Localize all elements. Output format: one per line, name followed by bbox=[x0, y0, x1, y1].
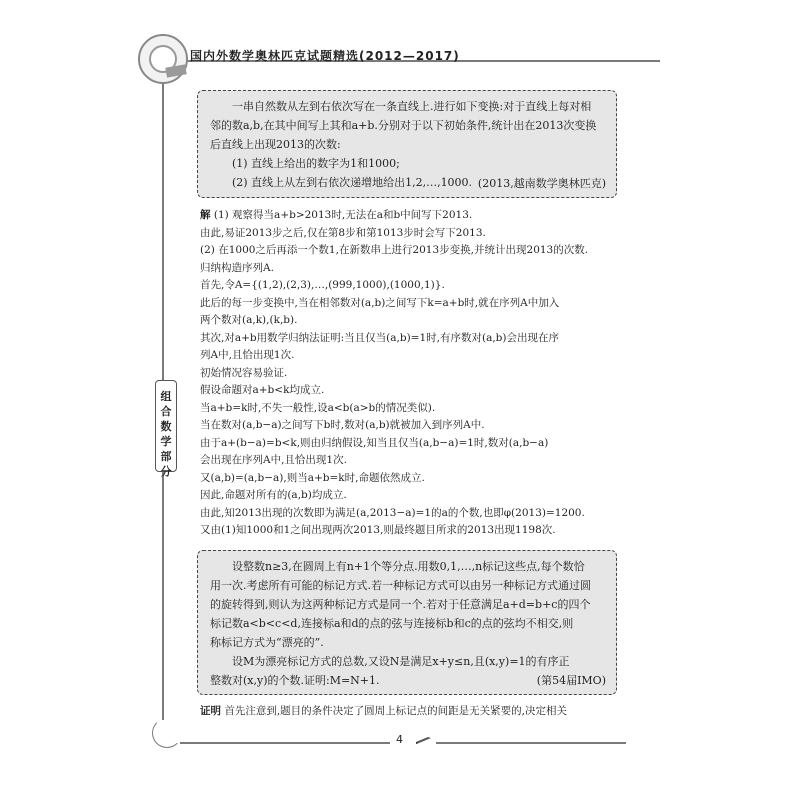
problem-source: (第54届IMO) bbox=[536, 674, 606, 687]
problem-line: 后直线上出现2013的次数: bbox=[210, 138, 341, 151]
solution-line: 当a+b=k时,不失一般性,设a<b(a>b的情况类似). bbox=[200, 401, 436, 414]
problem-source: (2013,越南数学奥林匹克) bbox=[477, 177, 606, 190]
solution-line: 归纳构造序列A. bbox=[200, 261, 274, 274]
solution-line: 首先,令A={(1,2),(2,3),…,(999,1000),(1000,1)}. bbox=[200, 279, 445, 291]
frame-bottom-line-right bbox=[436, 742, 626, 744]
solution-line: 其次,对a+b用数学归纳法证明:当且仅当(a,b)=1时,有序数对(a,b)会出现在序 bbox=[200, 331, 559, 344]
solution-line: 又由(1)知1000和1之间出现两次2013,则最终题目所求的2013出现1198次. bbox=[200, 524, 556, 536]
solution-line: 会出现在序列A中,且恰出现1次. bbox=[200, 454, 347, 466]
side-tab-char: 分 bbox=[160, 465, 172, 478]
side-tab-char: 组 bbox=[160, 390, 172, 403]
problem-line: 一串自然数从左到右依次写在一条直线上.进行如下变换:对于直线上每对相 bbox=[232, 100, 592, 113]
solution-1 bbox=[200, 207, 615, 540]
page-number: 4 bbox=[396, 733, 403, 746]
side-tab-char: 部 bbox=[160, 450, 172, 463]
frame-bottom-line bbox=[180, 742, 390, 744]
problem-line: 称标记方式为“漂亮的”. bbox=[210, 636, 324, 649]
book-title: 国内外数学奥林匹克试题精选(2012—2017) bbox=[190, 49, 460, 63]
problem-line: (2) 直线上从左到右依次递增地给出1,2,…,1000. bbox=[232, 176, 473, 189]
solution-line: 由此,知2013出现的次数即为满足(a,2013−a)=1的a的个数,也即φ(2013)=1200. bbox=[200, 506, 585, 519]
problem-2-box bbox=[197, 550, 617, 695]
solution-line: 初始情况容易验证. bbox=[200, 366, 288, 379]
problem-line: 设M为漂亮标记方式的总数,又设N是满足x+y≤n,且(x,y)=1的有序正 bbox=[232, 655, 570, 668]
problem-line: 用一次.考虑所有可能的标记方式.若一种标记方式可以由另一种标记方式通过圆 bbox=[210, 579, 591, 592]
problem-line: 的旋转得到,则认为这两种标记方式是同一个.若对于任意满足a+d=b+c的四个 bbox=[210, 598, 591, 611]
problem-line: 整数对(x,y)的个数.证明:M=N+1. bbox=[210, 674, 380, 687]
problem-line: 设整数n≥3,在圆周上有n+1个等分点.用数0,1,…,n标记这些点,每个数恰 bbox=[232, 560, 585, 573]
proof-2 bbox=[200, 703, 615, 721]
solution-line: (1) 观察得当a+b>2013时,无法在a和b中间写下2013. bbox=[213, 209, 473, 221]
proof-label: 证明 bbox=[200, 705, 221, 717]
solution-line: (2) 在1000之后再添一个数1,在新数串上进行2013步变换,并统计出现2013的次数. bbox=[200, 244, 589, 256]
problem-line: 标记数a<b<c<d,连接标a和d的点的弦与连接标b和c的点的弦均不相交,则 bbox=[210, 617, 574, 630]
solution-line: 假设命题对a+b<k均成立. bbox=[200, 384, 325, 396]
side-tab-char: 学 bbox=[160, 435, 172, 448]
pencil-icon bbox=[416, 736, 432, 744]
problem-line: (1) 直线上给出的数字为1和1000; bbox=[232, 157, 400, 170]
solution-line: 由此,易证2013步之后,仅在第8步和第1013步时会写下2013. bbox=[200, 226, 486, 239]
solution-line: 由于a+(b−a)=b<k,则由归纳假设,知当且仅当(a,b−a)=1时,数对(a,b−a) bbox=[200, 436, 549, 449]
proof-line: 首先注意到,题目的条件决定了圆周上标记点的间距是无关紧要的,决定相关 bbox=[224, 705, 568, 717]
solution-line: 此后的每一步变换中,当在相邻数对(a,b)之间写下k=a+b时,就在序列A中加入 bbox=[200, 296, 560, 309]
side-tab-char: 数 bbox=[160, 420, 172, 433]
section-side-tab bbox=[155, 380, 177, 478]
solution-line: 因此,命题对所有的(a,b)均成立. bbox=[200, 489, 347, 501]
solution-line: 列A中,且恰出现1次. bbox=[200, 349, 295, 361]
magnifier-icon bbox=[138, 34, 188, 84]
solution-line: 当在数对(a,b−a)之间写下b时,数对(a,b)就被加入到序列A中. bbox=[200, 419, 485, 431]
problem-1-box bbox=[197, 90, 617, 198]
solution-line: 又(a,b)=(a,b−a),则当a+b=k时,命题依然成立. bbox=[200, 471, 425, 484]
problem-line: 邻的数a,b,在其中间写上其和a+b.分别对于以下初始条件,统计出在2013次变换 bbox=[210, 119, 597, 132]
solution-label: 解 bbox=[200, 209, 211, 221]
side-tab-char: 合 bbox=[160, 405, 172, 418]
solution-line: 两个数对(a,k),(k,b). bbox=[200, 314, 298, 326]
frame-bottom-curl bbox=[152, 718, 182, 748]
